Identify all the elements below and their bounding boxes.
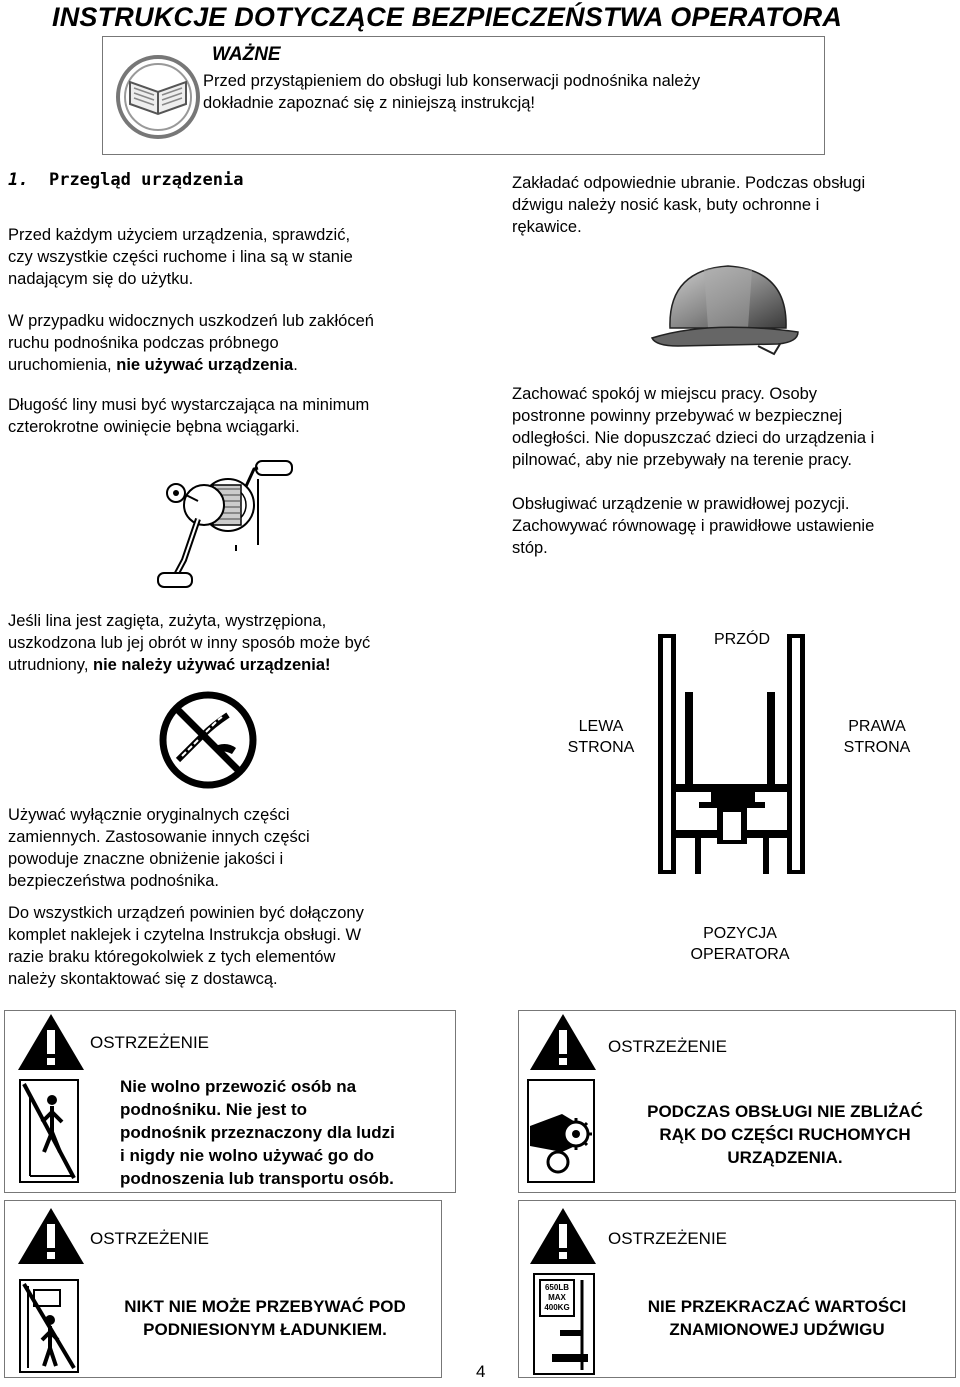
warning-heading: OSTRZEŻENIE bbox=[90, 1033, 210, 1052]
text-line: podnośnik przeznaczony dla ludzi bbox=[120, 1123, 395, 1142]
text-line: uszkodzona lub jej obrót w inny sposób może być bbox=[8, 634, 371, 652]
text-span: utrudniony, bbox=[8, 656, 93, 674]
text-line: rękawice. bbox=[512, 218, 582, 236]
text-line: RĄK DO CZĘŚCI RUCHOMYCH bbox=[659, 1125, 911, 1144]
text-line: Długość liny musi być wystarczająca na minimum bbox=[8, 396, 370, 414]
warning-triangle-icon bbox=[16, 1012, 86, 1072]
damaged-rope-prohibition-icon bbox=[158, 690, 258, 790]
text-line: stóp. bbox=[512, 539, 548, 557]
label-line: STRONA bbox=[843, 739, 911, 756]
text-line: NIE PRZEKRACZAĆ WARTOŚCI bbox=[647, 1297, 907, 1316]
important-heading: WAŻNE bbox=[212, 44, 281, 65]
text-line bbox=[8, 354, 488, 376]
text-line: powoduje znaczne obniżenie jakości i bbox=[8, 850, 284, 868]
book-icon bbox=[114, 48, 202, 146]
text-span: uruchomienia, bbox=[8, 356, 117, 374]
text-line: Obsługiwać urządzenie w prawidłowej pozycji. bbox=[512, 495, 850, 513]
hand-gear-hazard-icon bbox=[522, 1076, 602, 1186]
text-line: Zachować spokój w miejscu pracy. Osoby bbox=[512, 385, 818, 403]
paragraph-clothing bbox=[512, 172, 952, 238]
diagram-label-operator bbox=[680, 923, 800, 965]
capacity-label-text bbox=[541, 1283, 573, 1313]
label-line: MAX bbox=[548, 1293, 566, 1302]
text-line: Nie wolno przewozić osób na bbox=[120, 1077, 357, 1096]
text-line: PODCZAS OBSŁUGI NIE ZBLIŻAĆ bbox=[647, 1102, 923, 1121]
text-line: Jeśli lina jest zagięta, zużyta, wystrzępiona, bbox=[8, 612, 327, 630]
section-number: 1. bbox=[8, 170, 29, 190]
hard-hat-icon bbox=[648, 258, 808, 358]
no-person-under-load-icon bbox=[16, 1276, 82, 1376]
paragraph-calm-workplace bbox=[512, 383, 952, 471]
text-line: czterokrotne owinięcie bębna wciągarki. bbox=[8, 418, 300, 436]
text-line: należy skontaktować się z dostawcą. bbox=[8, 970, 278, 988]
label-line: STRONA bbox=[567, 739, 635, 756]
warning-triangle-icon bbox=[528, 1012, 598, 1072]
no-riding-person-icon bbox=[16, 1076, 82, 1186]
text-line: NIKT NIE MOŻE PRZEBYWAĆ POD bbox=[124, 1297, 406, 1316]
section-heading bbox=[8, 170, 243, 190]
paragraph-check-before-use bbox=[8, 224, 488, 290]
important-line: dokładnie zapoznać się z niniejszą instrukcją! bbox=[203, 94, 536, 112]
text-line: odległości. Nie dopuszczać dzieci do urządzenia i bbox=[512, 429, 875, 447]
text-line: URZĄDZENIA. bbox=[727, 1148, 843, 1167]
text-line: postronne powinny przebywać w bezpiecznej bbox=[512, 407, 843, 425]
paragraph-position bbox=[512, 493, 952, 559]
page-number: 4 bbox=[476, 1362, 486, 1381]
bold-text: nie należy używać urządzenia! bbox=[93, 656, 331, 674]
diagram-label-left bbox=[558, 716, 644, 758]
diagram-label-front: PRZÓD bbox=[714, 631, 770, 648]
text-line: czy wszystkie części ruchome i lina są w stanie bbox=[8, 248, 353, 266]
text-line: zamiennych. Zastosowanie innych części bbox=[8, 828, 310, 846]
text-line: Zachowywać równowagę i prawidłowe ustawienie bbox=[512, 517, 875, 535]
warning-text bbox=[100, 1295, 430, 1341]
diagram-label-right bbox=[834, 716, 920, 758]
bold-text: nie używać urządzenia bbox=[116, 356, 294, 374]
paragraph-labels-manual bbox=[8, 902, 488, 990]
warning-text bbox=[620, 1100, 950, 1169]
text-line: podnośniku. Nie jest to bbox=[120, 1100, 308, 1119]
text-line: Używać wyłącznie oryginalnych części bbox=[8, 806, 290, 824]
warning-triangle-icon bbox=[528, 1206, 598, 1266]
text-line: nadającym się do użytku. bbox=[8, 270, 194, 288]
label-line: OPERATORA bbox=[690, 946, 790, 963]
paragraph-original-parts bbox=[8, 804, 488, 892]
label-line: 650LB bbox=[544, 1283, 569, 1292]
label-line: 400KG bbox=[544, 1303, 570, 1312]
paragraph-damage bbox=[8, 310, 488, 376]
paragraph-rope-length bbox=[8, 394, 488, 438]
warning-text bbox=[612, 1295, 942, 1341]
text-line: PODNIESIONYM ŁADUNKIEM. bbox=[143, 1320, 387, 1339]
text-line: komplet naklejek i czytelna Instrukcja obsługi. W bbox=[8, 926, 362, 944]
winch-illustration bbox=[158, 455, 338, 595]
page-title: INSTRUKCJE DOTYCZĄCE BEZPIECZEŃSTWA OPERATORA bbox=[52, 2, 843, 32]
warning-heading: OSTRZEŻENIE bbox=[608, 1037, 728, 1056]
warning-heading: OSTRZEŻENIE bbox=[90, 1229, 210, 1248]
text-line: Zakładać odpowiednie ubranie. Podczas obsługi bbox=[512, 174, 866, 192]
text-line: W przypadku widocznych uszkodzeń lub zakłóceń bbox=[8, 312, 374, 330]
text-line: razie braku któregokolwiek z tych elementów bbox=[8, 948, 336, 966]
text-line: pilnować, aby nie przebywały na terenie pracy. bbox=[512, 451, 852, 469]
section-title: Przegląd urządzenia bbox=[48, 170, 244, 190]
text-line: dźwigu należy nosić kask, buty ochronne i bbox=[512, 196, 820, 214]
text-line: i nigdy nie wolno używać go do bbox=[120, 1146, 375, 1165]
warning-heading: OSTRZEŻENIE bbox=[608, 1229, 728, 1248]
important-line: Przed przystąpieniem do obsługi lub konserwacji podnośnika należy bbox=[203, 72, 701, 90]
warning-triangle-icon bbox=[16, 1206, 86, 1266]
warning-text bbox=[120, 1075, 450, 1190]
text-line: ZNAMIONOWEJ UDŹWIGU bbox=[669, 1320, 885, 1339]
text-line: bezpieczeństwa podnośnika. bbox=[8, 872, 219, 890]
important-text bbox=[203, 70, 803, 114]
label-line: PRAWA bbox=[848, 718, 906, 735]
label-line: LEWA bbox=[578, 718, 624, 735]
text-line: ruchu podnośnika podczas próbnego bbox=[8, 334, 279, 352]
text-line: podnoszenia lub transportu osób. bbox=[120, 1169, 394, 1188]
text-line bbox=[8, 654, 488, 676]
text-line: Przed każdym użyciem urządzenia, sprawdzić, bbox=[8, 226, 351, 244]
paragraph-damaged-rope bbox=[8, 610, 488, 676]
label-line: POZYCJA bbox=[703, 925, 777, 942]
lift-top-view-diagram bbox=[655, 634, 825, 904]
text-span: . bbox=[293, 356, 298, 374]
text-line: Do wszystkich urządzeń powinien być dołączony bbox=[8, 904, 364, 922]
